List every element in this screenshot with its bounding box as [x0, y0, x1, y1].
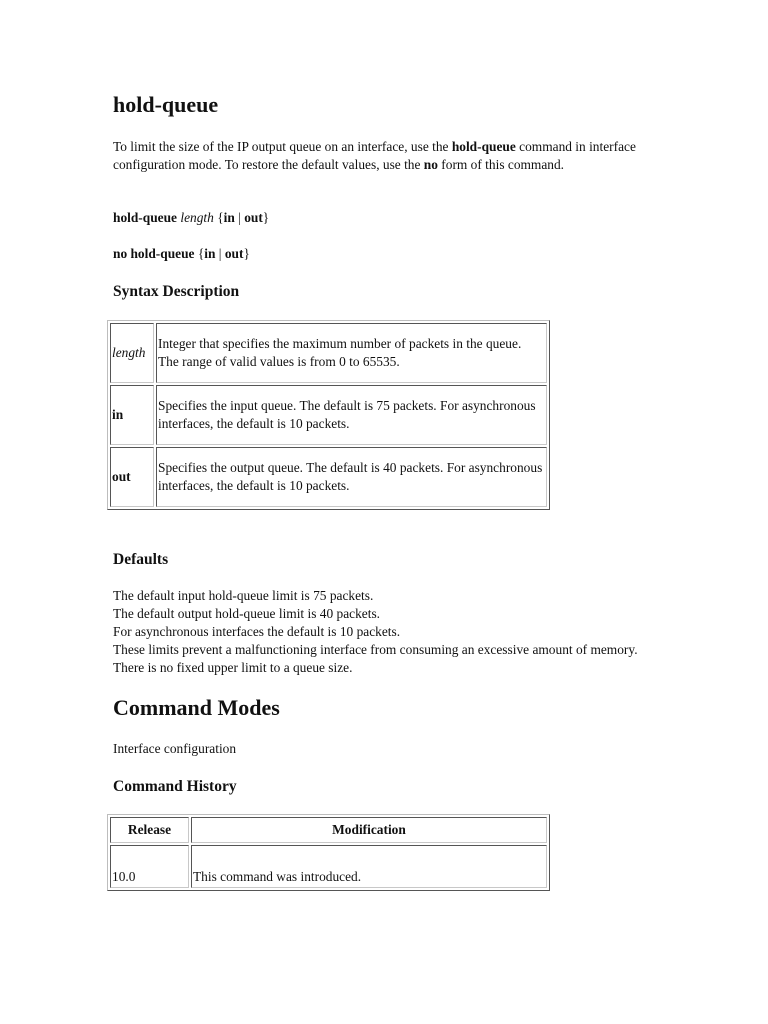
defaults-line: The default output hold-queue limit is 40 packets.	[113, 606, 381, 621]
syntax2-close: }	[243, 246, 250, 261]
syntax1-separator: |	[234, 210, 245, 225]
table-row	[110, 323, 547, 383]
defaults-paragraph	[113, 587, 658, 677]
table-row	[110, 385, 547, 445]
syntax2-command: no hold-queue	[113, 246, 195, 261]
intro-text-3: form of this command.	[437, 157, 565, 172]
column-header-release: Release	[110, 817, 189, 843]
release-cell: 10.0	[110, 845, 189, 888]
intro-text-2: command in interface configuration mode. To restore the default values, use the	[113, 139, 636, 172]
keyword-cell	[110, 385, 154, 445]
syntax2-separator: |	[215, 246, 225, 261]
command-history-table	[107, 814, 550, 891]
syntax2-out: out	[224, 246, 244, 261]
syntax1-out: out	[244, 210, 263, 225]
keyword-in: in	[112, 407, 124, 422]
description-cell: Specifies the output queue. The default is 40 packets. For asynchronous interfaces, the default is 10 packets.	[156, 447, 547, 507]
syntax-line-1	[113, 209, 658, 227]
syntax2-in: in	[204, 246, 216, 261]
intro-paragraph	[113, 138, 658, 174]
syntax1-command: hold-queue	[113, 210, 177, 225]
modification-cell: This command was introduced.	[191, 845, 547, 888]
syntax1-open: {	[213, 210, 224, 225]
syntax-description-heading: Syntax Description	[113, 283, 240, 300]
defaults-heading: Defaults	[113, 551, 169, 568]
keyword-cell	[110, 323, 154, 383]
description-cell: Integer that specifies the maximum number of packets in the queue. The range of valid values is from 0 to 65535.	[156, 323, 547, 383]
syntax1-argument: length	[180, 210, 214, 225]
command-modes-heading: Command Modes	[113, 695, 280, 720]
table-header-row	[110, 817, 547, 843]
syntax1-close: }	[262, 210, 270, 225]
defaults-line: These limits prevent a malfunctioning interface from consuming an excessive amount of memory. There is no fixed upper limit to a queue size.	[113, 642, 638, 675]
keyword-cell	[110, 447, 154, 507]
defaults-line: The default input hold-queue limit is 75 packets.	[113, 588, 374, 603]
syntax2-open: {	[194, 246, 205, 261]
intro-text-1: To limit the size of the IP output queue on an interface, use the	[113, 139, 452, 154]
column-header-modification: Modification	[191, 817, 547, 843]
keyword-length: length	[112, 345, 146, 360]
syntax-line-2	[113, 245, 658, 263]
defaults-line: For asynchronous interfaces the default is 10 packets.	[113, 624, 401, 639]
page-title: hold-queue	[113, 92, 219, 117]
keyword-out: out	[112, 469, 131, 484]
intro-command: hold-queue	[451, 139, 516, 154]
command-history-heading: Command History	[113, 778, 237, 795]
intro-no-keyword: no	[423, 157, 438, 172]
syntax1-in: in	[223, 210, 235, 225]
table-row	[110, 447, 547, 507]
table-row	[110, 845, 547, 888]
syntax-description-table	[107, 320, 550, 510]
description-cell: Specifies the input queue. The default is 75 packets. For asynchronous interfaces, the default is 10 packets.	[156, 385, 547, 445]
command-modes-text: Interface configuration	[113, 741, 237, 756]
